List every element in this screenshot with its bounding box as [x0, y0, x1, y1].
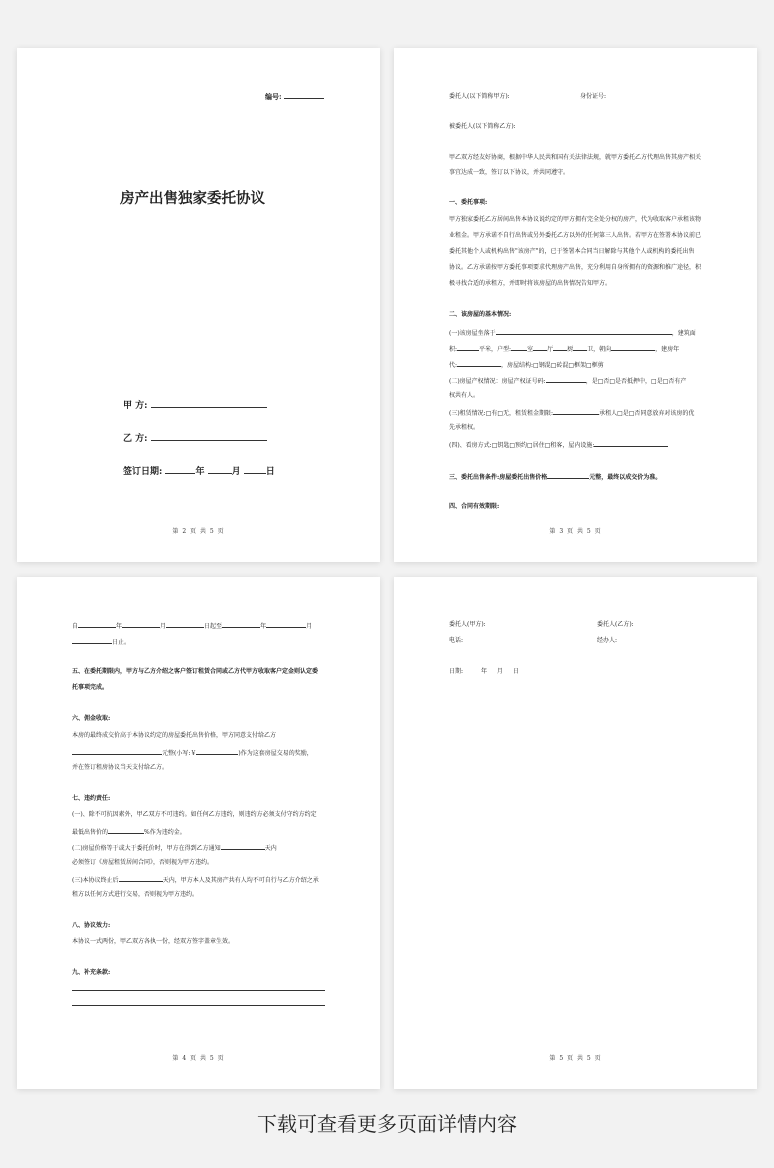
built-year-label-end: 代:: [449, 362, 458, 369]
rooms-label: 室: [527, 346, 534, 353]
to-year-field: [222, 621, 260, 628]
notice-days-label: 天内: [264, 845, 277, 852]
area-label-start: ，建筑面: [671, 330, 696, 337]
from-label: 自: [72, 623, 79, 630]
area-field: [457, 344, 479, 351]
orientation-field: [611, 344, 655, 351]
year-label: 年: [195, 467, 205, 477]
month-label: 月: [231, 467, 241, 477]
section-9-heading: 九、补充条款:: [72, 969, 111, 976]
commission-lower-label: 元整(小写:￥: [162, 750, 197, 757]
certificate-label: (二)房屋产权情况：房屋产权证号码:: [449, 378, 546, 385]
from-month-label: 月: [160, 623, 167, 630]
sign-year-field: [165, 465, 195, 474]
section-6-line-3: 并在签订租房协议当天支付给乙方。: [72, 764, 169, 771]
page-footer: 第 4 页 共 5 页: [172, 1055, 225, 1062]
section-8-heading: 八、协议效力:: [72, 922, 111, 929]
section-1-line-1: 甲方独家委托乙方居间出售本协议说约定的甲方拥有完全处分权的房产，代为收取客户承租该物: [449, 216, 702, 223]
section-7-line-2: [72, 827, 186, 837]
section-1-heading: 一、委托事项:: [449, 199, 488, 206]
section-5-line-2: 托事项完成。: [72, 684, 109, 691]
section-2-location-line: [449, 328, 696, 338]
principal-line: [449, 93, 510, 101]
rooms-field: [511, 344, 527, 351]
from-year-field: [78, 621, 116, 628]
page-4: [17, 577, 380, 1089]
section-2-lease-line: [449, 408, 694, 418]
to-label: 日起至: [204, 623, 223, 630]
principal-label: 委托人(以下简称甲方):: [449, 93, 510, 100]
to-month-field: [266, 621, 306, 628]
party-a-line: [123, 398, 267, 411]
date-label: 日期:: [449, 668, 464, 675]
page-footer: 第 5 页 共 5 页: [549, 1055, 602, 1062]
party-b-label: 乙 方:: [123, 434, 148, 444]
area-label: 积:: [449, 346, 458, 353]
section-2-area-line: [449, 344, 679, 354]
party-b-line: [123, 431, 267, 444]
download-caption: 下载可查看更多页面详情内容: [257, 1112, 517, 1136]
validity-end-line: [72, 637, 130, 647]
section-2-viewing-line: [449, 440, 668, 450]
termination-label: (三)本协议终止后: [72, 877, 119, 884]
section-7-heading: 七、违约责任:: [72, 795, 111, 802]
facilities-field: [594, 440, 668, 447]
notice-label: (二)房屋价格等于或大于委托价时，甲方在得到乙方通知: [72, 845, 221, 852]
page-5: [394, 577, 757, 1089]
penalty-label: 最低出售价的: [72, 829, 109, 836]
principal-a-signature: 委托人(甲方):: [449, 621, 486, 628]
section-3-line: [449, 472, 661, 482]
from-day-field: [166, 621, 204, 628]
certificate-field: [546, 376, 586, 383]
contract-number: [265, 92, 324, 102]
sign-date-line: [123, 464, 275, 477]
notice-days-field: [221, 843, 265, 850]
section-2-priority-line: 先承租权。: [449, 424, 480, 431]
signing-date-line: [449, 668, 519, 676]
commission-number-field: [196, 748, 238, 755]
sign-day-field: [244, 465, 266, 474]
page-3: [394, 48, 757, 562]
day-label: 日: [265, 467, 275, 477]
page-2: [17, 48, 380, 562]
intro-line-1: 甲乙双方经友好协商，根据中华人民共和国有关法律法规，就甲方委托乙方代理出售其房产相关: [449, 154, 702, 161]
sign-date-label: 签订日期:: [123, 467, 163, 477]
section-5-line-1: 五、在委托期限内，甲方与乙方介绍之客户签订租赁合同或乙方代甲方收取客户定金则认定委: [72, 668, 319, 675]
contract-number-label: 编号:: [264, 92, 282, 101]
party-a-field: [151, 399, 267, 408]
supplement-line-1: [72, 990, 325, 991]
month-label: 月: [496, 668, 503, 675]
lease-label: (三)租赁情况:□有□无，租赁租金期限:: [449, 410, 554, 417]
baths-field: [573, 344, 587, 351]
id-number-label: 身份证号:: [580, 93, 607, 100]
to-year-label: 年: [260, 623, 267, 630]
commission-purpose: )作为这套房屋交易的奖励，: [238, 750, 313, 757]
section-7-line-3: [72, 843, 277, 853]
sign-month-field: [208, 465, 232, 474]
section-6-line-2: [72, 748, 313, 758]
agent-line: 被委托人(以下简称乙方):: [449, 123, 516, 130]
penalty-suffix: %作为违约金。: [144, 829, 186, 836]
section-1-line-3: 委托其他个人或机构出售"该房产"的，已于签署本合同当日解除与其他个人或机构的委托出售: [449, 248, 695, 255]
section-8-line-1: 本协议一式两份，甲乙双方各执一份，经双方签字盖章生效。: [72, 938, 235, 945]
kitchens-field: [553, 344, 567, 351]
section-2-co-owner-line: 权共有人。: [449, 392, 480, 399]
supplement-line-2: [72, 1005, 325, 1006]
location-field: [496, 328, 672, 335]
built-year-field: [457, 360, 501, 367]
party-b-field: [151, 432, 267, 441]
section-7-line-6: 租方以任何方式进行交易，否则视为甲方违约。: [72, 891, 199, 898]
section-2-structure-line: [449, 360, 604, 370]
mortgage-options: ，是□否□是否抵押中，□是□否有产: [585, 378, 687, 385]
halls-label: 厅: [547, 346, 554, 353]
lease-term-field: [553, 408, 599, 415]
section-7-line-1: (一)、除不可抗因素外，甲乙双方不可违约。如任何乙方违约，则违约方必须支付守约方约定: [72, 811, 317, 818]
day-label: 日: [512, 668, 519, 675]
principal-b-signature: 委托人(乙方):: [597, 621, 634, 628]
built-year-label: ，建房年: [655, 346, 680, 353]
page-footer: 第 2 页 共 5 页: [172, 528, 225, 535]
section-1-line-4: 协议。乙方承诺按甲方委托事项要求代理房产出售，充分利用自身所拥有的资源和推广途径，积: [449, 264, 702, 271]
year-label: 年: [480, 668, 487, 675]
section-1-line-5: 极寻找合适的承租方，并即时将该房屋的出售情况告知甲方。: [449, 280, 612, 287]
party-a-label: 甲 方:: [123, 401, 148, 411]
tenant-options: 承租人□是□否同意放弃对该房的优: [599, 410, 695, 417]
intro-line-2: 事宜达成一致，签订以下协议，并共同遵守。: [449, 169, 570, 176]
to-day-field: [72, 637, 112, 644]
section-2-heading: 二、该房屋的基本情况:: [449, 311, 512, 318]
phone-label: 电话:: [449, 637, 464, 644]
section-7-line-4: 必须签订《房屋租赁居间合同》，否则视为甲方违约。: [72, 859, 214, 866]
section-2-property-right-line: [449, 376, 686, 386]
penalty-percent-field: [108, 827, 144, 834]
to-month-label: 月: [306, 623, 313, 630]
unit-type-label: 平米，户型:: [479, 346, 512, 353]
kitchens-label: 厨: [567, 346, 574, 353]
location-label: (一)该房屋坐落于: [449, 330, 496, 337]
section-6-heading: 六、佣金收取:: [72, 715, 111, 722]
validity-period-line: [72, 621, 312, 631]
section-7-line-5: [72, 875, 319, 885]
commission-amount-field: [72, 748, 162, 755]
viewing-label: (四)、看房方式:□钥匙□预约□居住□租客，屋内设施:: [449, 442, 595, 449]
from-month-field: [122, 621, 160, 628]
termination-days-field: [119, 875, 163, 882]
section-6-line-1: 本房的最终成交价高于本协议约定的房屋委托出售价格，甲方同意支付给乙方: [72, 732, 277, 739]
contract-number-field: [284, 92, 324, 99]
section-4-heading: 四、合同有效期限:: [449, 503, 500, 510]
orientation-label: 卫，朝向: [587, 346, 612, 353]
structure-options: ，房屋结构:□钢混□砖混□框架□框剪: [501, 362, 604, 369]
from-year-label: 年: [116, 623, 123, 630]
page-footer: 第 3 页 共 5 页: [549, 528, 602, 535]
handler-label: 经办人:: [597, 637, 618, 644]
section-1-line-2: 业租金。甲方承诺不自行出售或另外委托乙方以外的任何第三人出售。若甲方在签署本协议前已: [449, 232, 702, 239]
sale-price-field: [547, 472, 589, 479]
to-day-label: 日止。: [112, 639, 131, 646]
sale-price-note: 元整，最终以成交价为准。: [589, 474, 662, 481]
sale-price-label: 三、委托出售条件:房屋委托出售价格: [449, 474, 548, 481]
document-title: 房产出售独家委托协议: [120, 191, 265, 207]
id-number-line: [580, 93, 606, 101]
halls-field: [533, 344, 547, 351]
termination-clause: 天内，甲方本人及其房产共有人均不可自行与乙方介绍之承: [162, 877, 319, 884]
